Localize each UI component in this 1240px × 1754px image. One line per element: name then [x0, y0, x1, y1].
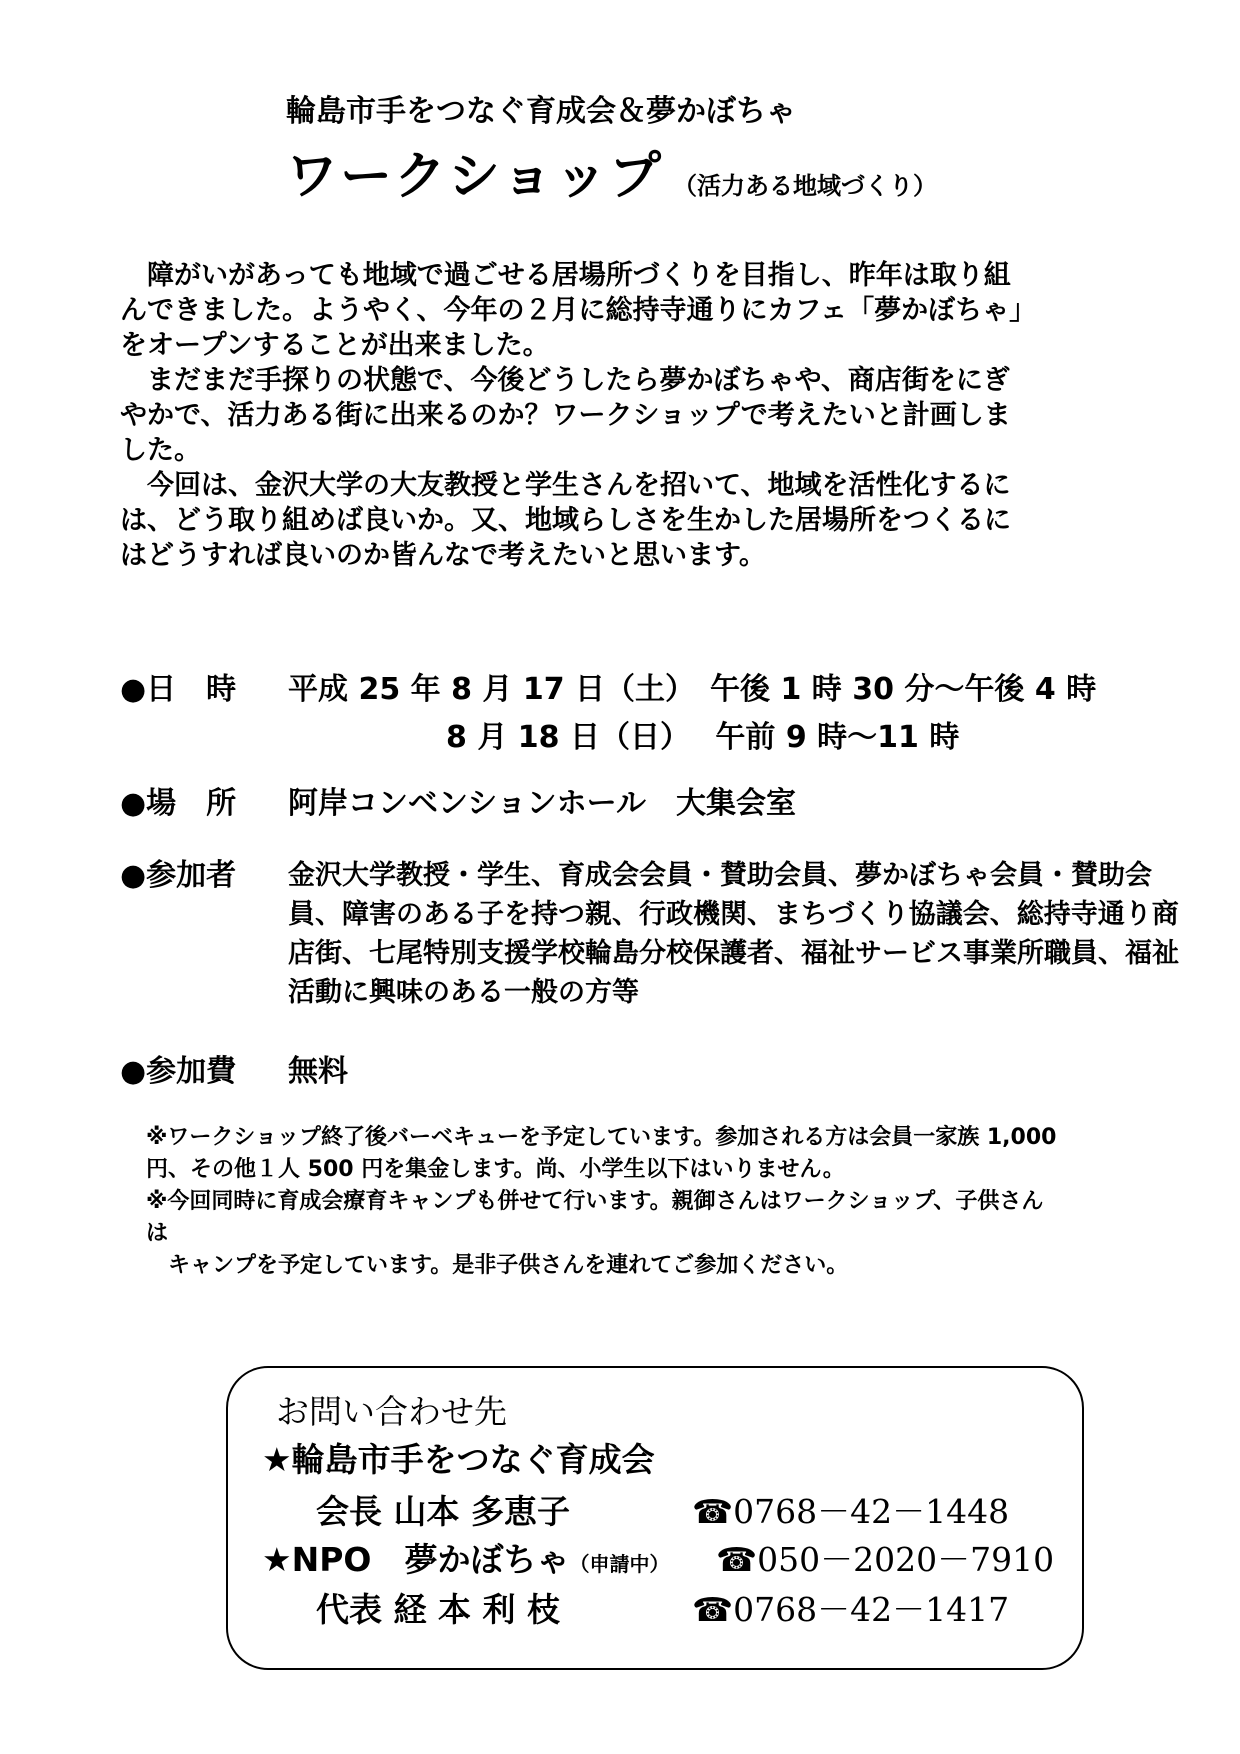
contact-phone-2: 050－2020－7910: [757, 1540, 1055, 1579]
intro-paragraph-2: まだまだ手探りの状態で、今後どうしたら夢かぼちゃや、商店街をにぎ やかで、活力ある街に出来るのか？ワークショップで考えたいと計画しま した。: [120, 365, 1011, 466]
title-text: ワークショップ: [286, 147, 663, 207]
place-value: 阿岸コンベンションホール 大集会室: [288, 786, 797, 821]
contact-org-2-row: [262, 1534, 669, 1581]
place-row: [120, 778, 796, 822]
contact-phone-1: 0768－42－1448: [733, 1492, 1010, 1531]
subtitle-text: （活力ある地域づくり）: [672, 172, 937, 200]
contact-org-1: ★輪島市手をつなぐ育成会: [262, 1440, 655, 1479]
page-title: [286, 134, 937, 209]
participants-label: ●参加者: [120, 858, 237, 893]
note-line-5: キャンプを予定しています。是非子供さんを連れてご参加ください。: [146, 1253, 849, 1278]
contact-phone-1-row: [692, 1486, 1009, 1533]
phone-icon: ☎: [716, 1540, 758, 1579]
contact-heading: お問い合わせ先: [276, 1392, 507, 1431]
note-line-4: は: [146, 1221, 169, 1246]
phone-icon: ☎: [692, 1590, 734, 1629]
note-line-2: 円、その他１人 500 円を集金します。尚、小学生以下はいりません。: [146, 1157, 845, 1182]
intro-paragraph-3: 今回は、金沢大学の大友教授と学生さんを招いて、地域を活性化するに は、どう取り組めば良いか。又、地域らしさを生かした居場所をつくるに はどうすれば良いのか皆んなで考えたいと思います。: [120, 470, 1011, 571]
notes: [146, 1122, 1056, 1282]
phone-icon: ☎: [692, 1492, 734, 1531]
intro-text: [120, 258, 1130, 573]
contact-phone-3-row: [692, 1584, 1009, 1631]
datetime-value-2: 8 月 18 日（日） 午前 9 時～11 時: [446, 720, 960, 755]
fee-row: [120, 1046, 348, 1090]
contact-phone-3: 0768－42－1417: [733, 1590, 1010, 1629]
contact-person-1: 会長 山本 多恵子: [316, 1492, 570, 1531]
fee-value: 無料: [288, 1054, 348, 1089]
place-label: ●場 所: [120, 786, 237, 821]
note-line-1: ※ワークショップ終了後バーベキューを予定しています。参加される方は会員一家族 1,000: [146, 1125, 1057, 1150]
intro-paragraph-1: 障がいがあっても地域で過ごせる居場所づくりを目指し、昨年は取り組 んできました。ようやく、今年の２月に総持寺通りにカフェ「夢かぼちゃ」 をオープンすることが出来ました。: [120, 260, 1037, 361]
datetime-label: ●日 時: [120, 672, 237, 707]
contact-org-2-note: （申請中）: [569, 1552, 670, 1576]
contact-phone-2-row: [716, 1534, 1054, 1581]
datetime-value-1: 平成 25 年 8 月 17 日（土） 午後 1 時 30 分～午後 4 時: [288, 672, 1097, 707]
fee-label: ●参加費: [120, 1054, 237, 1089]
organizer-name: 輪島市手をつなぐ育成会＆夢かぼちゃ: [286, 94, 796, 129]
participants-value: 金沢大学教授・学生、育成会会員・賛助会員、夢かぼちゃ会員・賛助会員、障害のある子を持つ親、行政機関、まちづくり協議会、総持寺通り商店街、七尾特別支援学校輪島分校保護者、福祉サービス事業所職員、福祉活動に興味のある一般の方等: [288, 860, 1179, 1008]
contact-person-2: 代表 経 本 利 枝: [316, 1590, 560, 1629]
contact-org-2: ★NPO 夢かぼちゃ: [262, 1540, 570, 1579]
note-line-3: ※今回同時に育成会療育キャンプも併せて行います。親御さんはワークショップ、子供さん: [146, 1189, 1044, 1214]
datetime-row: [120, 664, 1096, 708]
